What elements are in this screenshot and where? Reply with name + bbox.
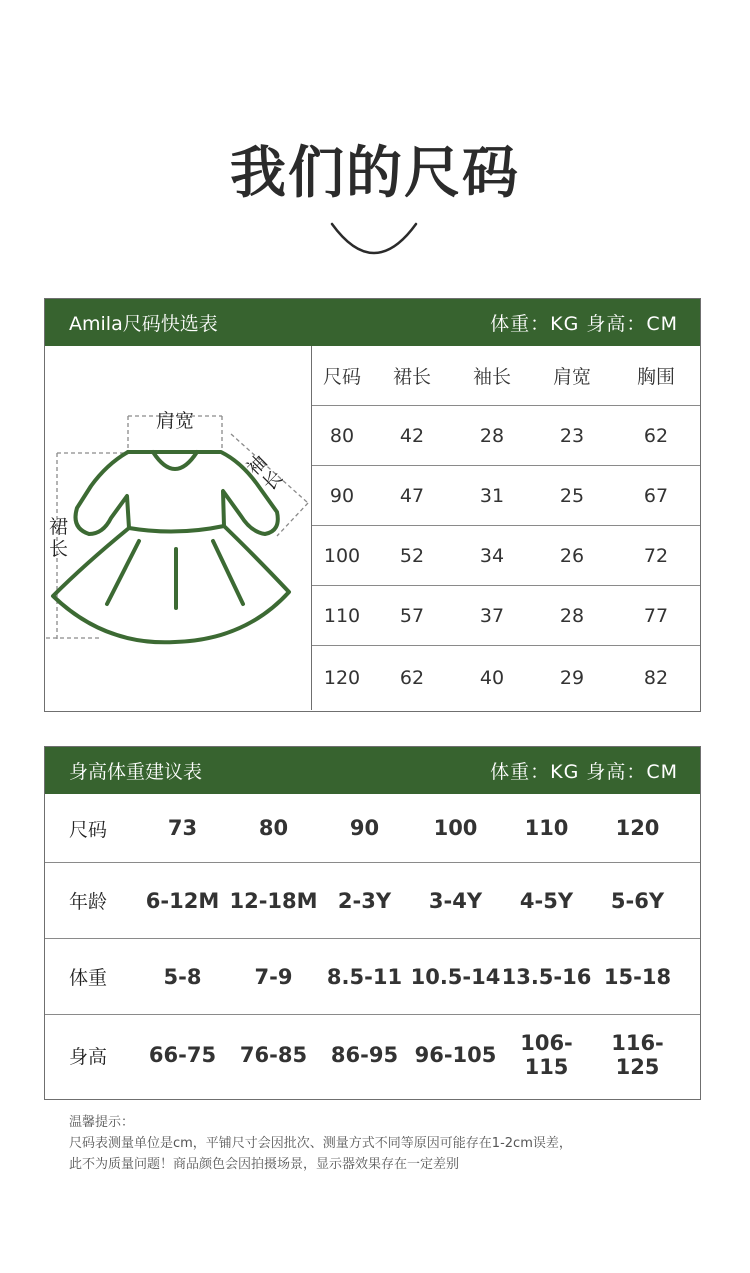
- table-cell: 86-95: [330, 1043, 399, 1067]
- dress-illustration: [45, 346, 312, 710]
- table-cell: 77: [643, 604, 669, 627]
- table-cell: 57: [399, 604, 425, 627]
- table-cell: 66-75: [148, 1043, 217, 1067]
- table-cell: 47: [399, 484, 425, 507]
- notes-heading: 温馨提示：: [69, 1115, 135, 1130]
- size-quick-table: [44, 298, 701, 712]
- table-cell: 106-115: [520, 1031, 573, 1079]
- table-cell: 82: [643, 667, 669, 689]
- dress-outline-icon: [45, 346, 311, 710]
- size-table-header: [45, 299, 700, 346]
- table-cell: 90: [329, 484, 355, 507]
- table-cell: 62: [643, 424, 669, 447]
- table-cell: 28: [559, 604, 585, 627]
- size-table-title: Amila尺码快选表: [69, 313, 218, 335]
- suggest-table-header: [45, 747, 700, 794]
- table-cell: 40: [479, 667, 505, 689]
- table-cell: 3-4Y: [428, 888, 483, 913]
- table-row: [312, 406, 700, 466]
- height-weight-table: [44, 746, 701, 1100]
- sleeve-label: 袖长: [242, 450, 288, 496]
- column-header: 胸围: [636, 366, 675, 388]
- table-cell: 100: [433, 816, 478, 840]
- row-label: 年龄: [69, 891, 108, 913]
- table-row: [312, 586, 700, 646]
- table-cell: 76-85: [239, 1043, 308, 1067]
- table-cell: 73: [167, 816, 198, 840]
- table-cell: 12-18M: [229, 888, 318, 913]
- table-cell: 6-12M: [145, 888, 220, 913]
- row-label: 体重: [69, 967, 108, 989]
- table-cell: 10.5-14: [410, 964, 501, 989]
- table-cell: 8.5-11: [326, 964, 403, 989]
- table-cell: 13.5-16: [501, 964, 592, 989]
- table-cell: 23: [559, 424, 585, 447]
- table-row: [312, 526, 700, 586]
- table-row: [312, 646, 700, 710]
- notes: [69, 1112, 572, 1175]
- table-cell: 25: [559, 484, 585, 507]
- table-cell: 80: [258, 816, 289, 840]
- table-row: [45, 794, 700, 863]
- table-row: [45, 863, 700, 939]
- table-cell: 52: [399, 544, 425, 567]
- size-header-row: [312, 346, 700, 406]
- table-cell: 100: [323, 544, 361, 567]
- table-cell: 110: [524, 816, 569, 840]
- row-label: 尺码: [69, 818, 108, 841]
- table-cell: 96-105: [414, 1043, 497, 1067]
- notes-line: 尺码表测量单位是cm，平铺尺寸会因批次、测量方式不同等原因可能存在1-2cm误差，: [69, 1136, 572, 1151]
- table-cell: 110: [323, 604, 361, 627]
- suggest-table-units: 体重：KG 身高：CM: [490, 761, 678, 783]
- table-cell: 67: [643, 484, 669, 507]
- smile-curve-icon: [328, 220, 420, 260]
- table-cell: 120: [323, 667, 361, 689]
- column-header: 裙长: [392, 366, 431, 388]
- table-cell: 29: [559, 667, 585, 689]
- row-label: 身高: [69, 1045, 108, 1068]
- column-header: 尺码: [322, 366, 361, 388]
- table-cell: 26: [559, 544, 585, 567]
- table-cell: 5-6Y: [610, 888, 665, 913]
- table-cell: 4-5Y: [519, 888, 574, 913]
- shoulder-label: 肩宽: [156, 410, 195, 432]
- table-cell: 120: [615, 816, 660, 840]
- page-title: 我们的尺码: [230, 141, 520, 206]
- table-cell: 72: [643, 544, 669, 567]
- table-cell: 15-18: [603, 964, 672, 989]
- table-row: [312, 466, 700, 526]
- table-cell: 90: [349, 816, 380, 840]
- skirt-length-label: 裙长: [49, 516, 69, 560]
- notes-line: 此不为质量问题！商品颜色会因拍摄场景，显示器效果存在一定差别: [69, 1157, 460, 1172]
- table-cell: 80: [329, 424, 355, 447]
- table-cell: 37: [479, 604, 505, 627]
- column-header: 肩宽: [552, 366, 591, 388]
- size-grid: [312, 346, 700, 710]
- table-row: [45, 939, 700, 1015]
- table-cell: 2-3Y: [337, 888, 392, 913]
- column-header: 袖长: [472, 366, 511, 388]
- table-cell: 7-9: [254, 964, 293, 989]
- table-cell: 34: [479, 544, 505, 567]
- table-cell: 28: [479, 424, 505, 447]
- table-row: [45, 1015, 700, 1095]
- size-table-units: 体重：KG 身高：CM: [490, 313, 678, 335]
- table-cell: 62: [399, 667, 425, 689]
- table-cell: 5-8: [163, 964, 202, 989]
- table-cell: 42: [399, 424, 425, 447]
- table-cell: 31: [479, 484, 505, 507]
- table-cell: 116-125: [611, 1031, 664, 1079]
- suggest-table-title: 身高体重建议表: [69, 761, 203, 783]
